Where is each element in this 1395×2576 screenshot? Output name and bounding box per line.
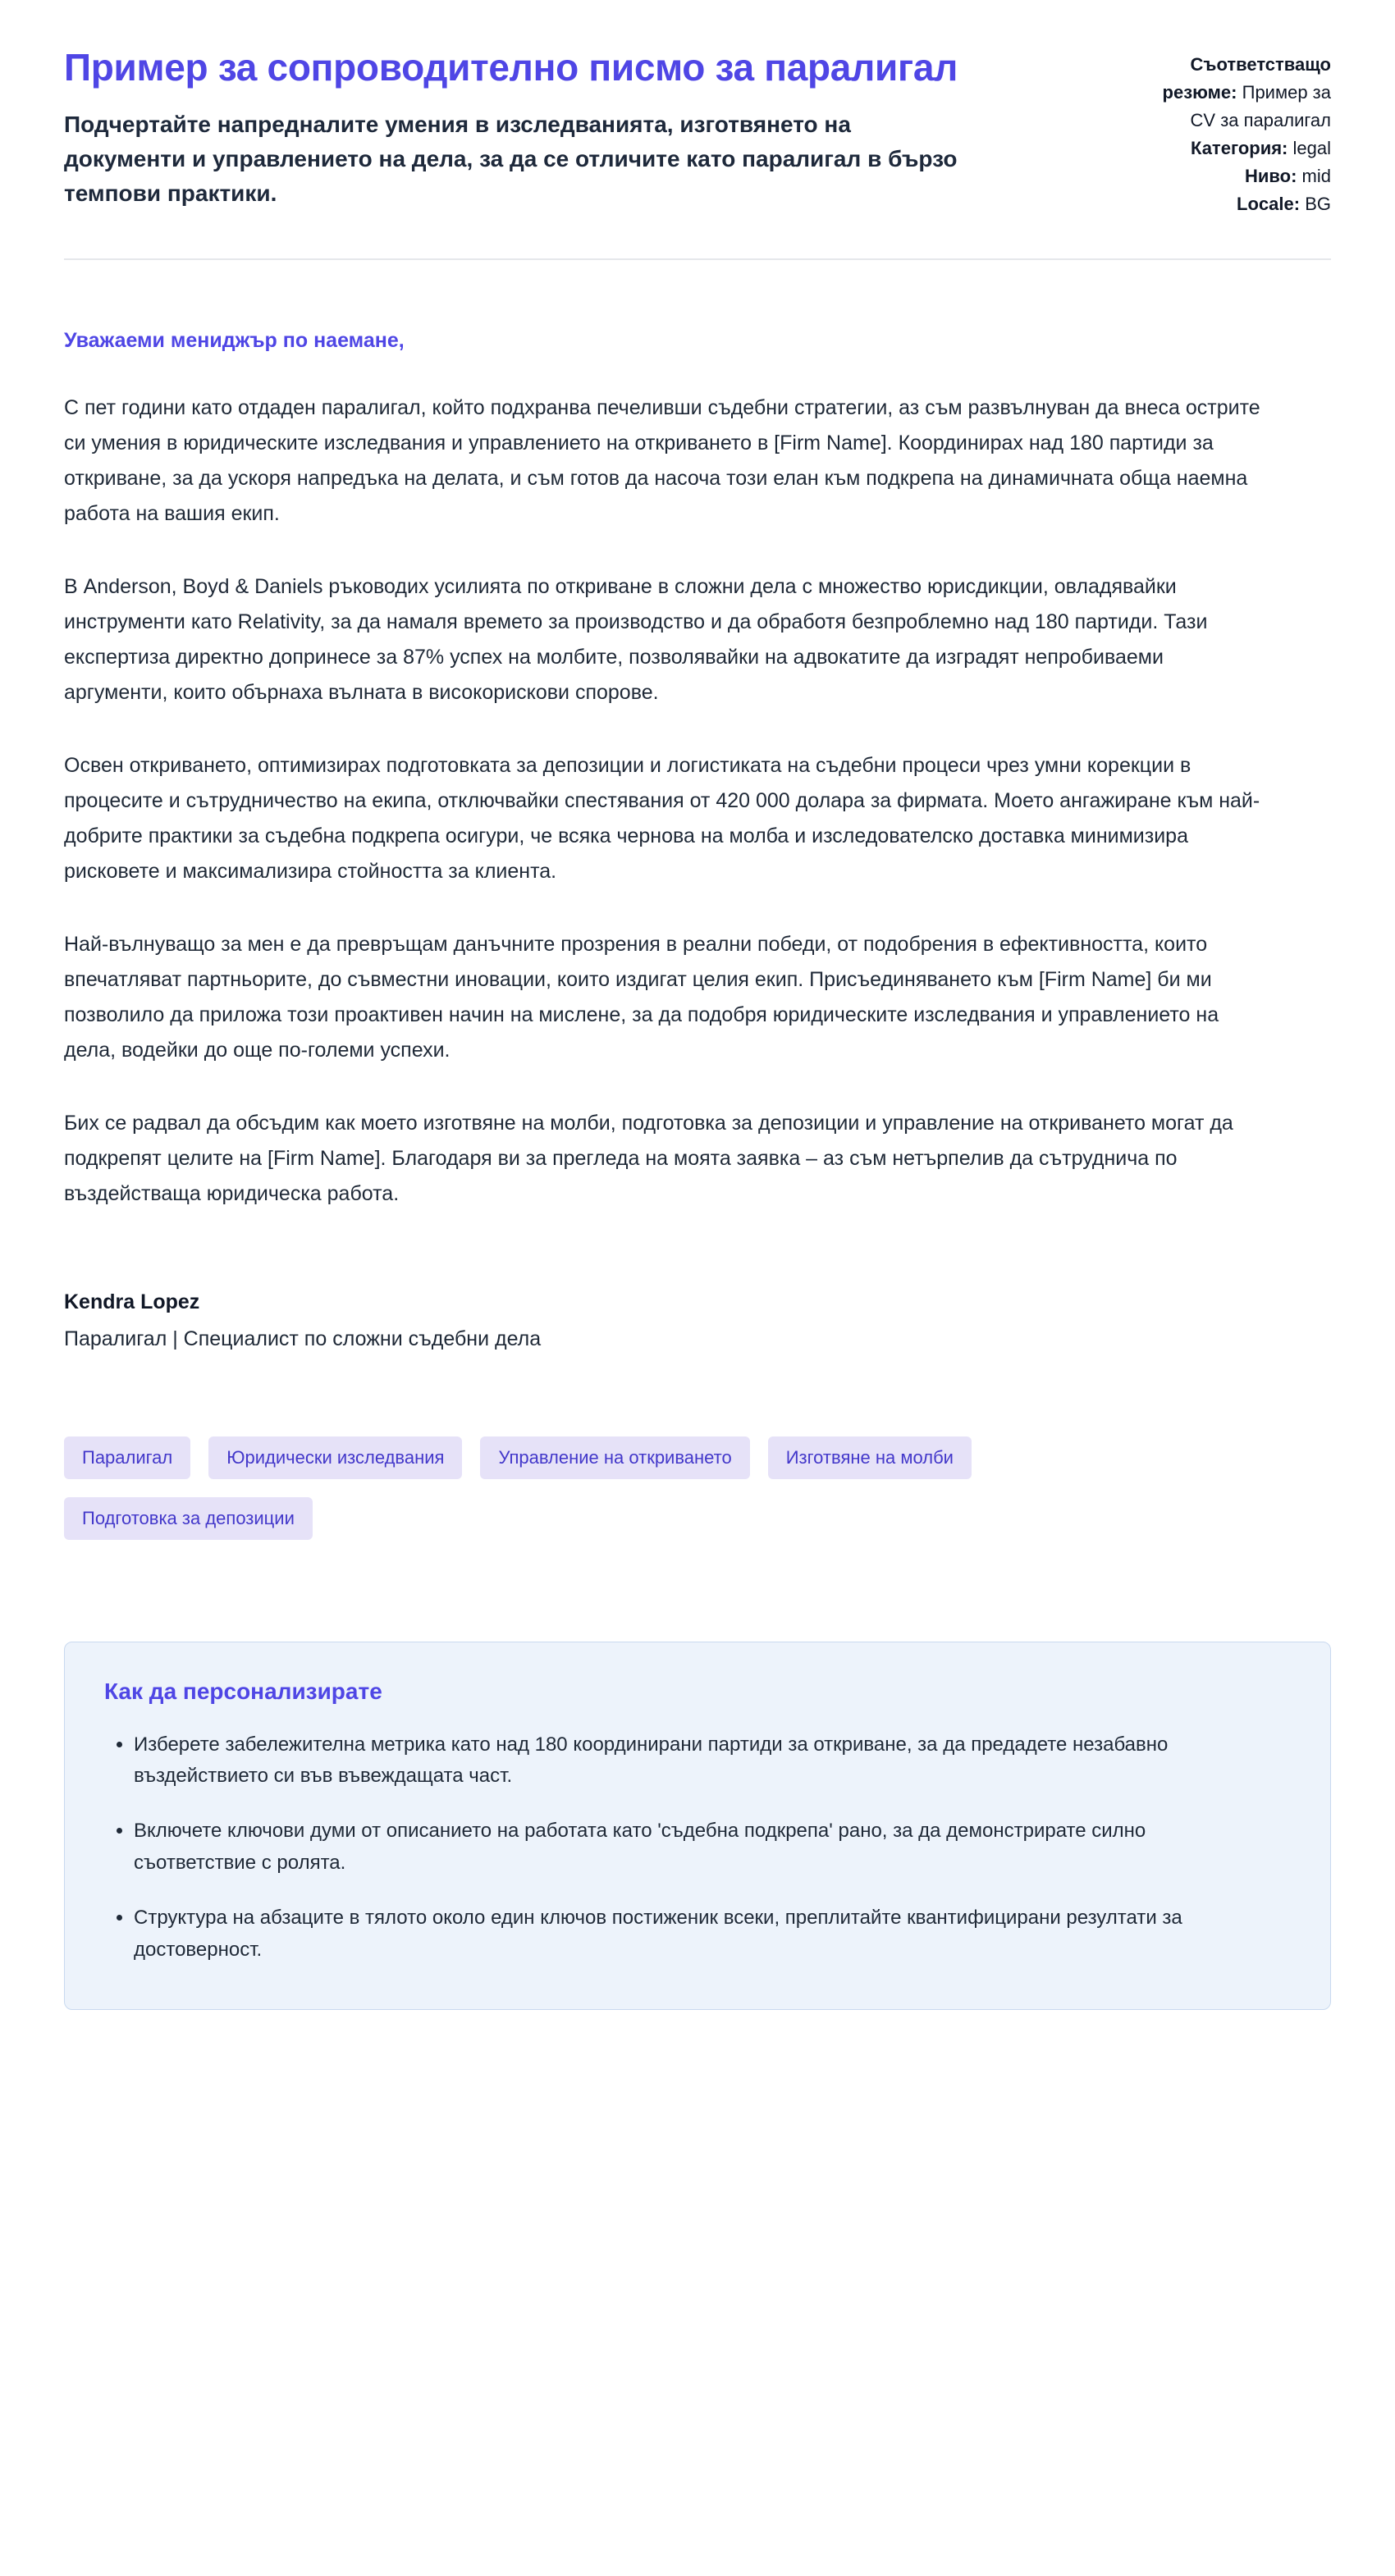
signature-name: Kendra Lopez	[64, 1290, 200, 1313]
tag-chip: Подготовка за депозиции	[64, 1497, 313, 1540]
tag-chip: Изготвяне на молби	[768, 1436, 972, 1479]
tag-chip: Паралигал	[64, 1436, 190, 1479]
signature-block	[64, 1290, 1331, 1351]
tips-list	[104, 1729, 1291, 1966]
tips-title: Как да персонализирате	[104, 1678, 382, 1704]
letter-greeting: Уважаеми мениджър по наемане,	[64, 328, 405, 352]
letter-paragraph: В Anderson, Boyd & Daniels ръководих усилията по откриване в сложни дела с множество юрисдикции, овладявайки инструменти като Relativity, за да намаля времето за производство и да обработя безпроблемно над 180 партиди. Тази експертиза директно допринесе за 87% успех на молбите, позволявайки на адвокатите да изградят непробиваеми аргументи, които обърнаха вълната в високорискови спорове.	[64, 574, 1208, 704]
header-left	[64, 43, 975, 211]
tip-item: • Структура на абзаците в тялото около един ключов постиженик всеки, преплитайте квантифицирани резултати за достоверност.	[134, 1902, 1250, 1966]
letter-paragraph: Освен откриването, оптимизирах подготовката за депозиции и логистиката на съдебни процеси чрез умни корекции в процесите и сътрудничество на екипа, отключвайки спестявания от 420 000 долара за фирмата. Моето ангажиране към най-добрите практики за съдебна подкрепа осигури, че всяка чернова на молба и изследователско доставка минимизира рисковете и максимализира стойността за клиента.	[64, 753, 1260, 883]
meta-level-label: Ниво:	[1245, 166, 1297, 187]
meta-locale-value: BG	[1305, 194, 1331, 215]
letter-paragraph: С пет години като отдаден паралигал, който подхранва печеливши съдебни стратегии, аз съм развълнуван да внеса острите си умения в юридическите изследвания и управлението на откриването в [Firm Name]. Координирах над 180 партиди за откриване, за да ускоря напредъка на делата, и съм готов да насоча този елан към подкрепа на динамичната обща наемна работа на вашия екип.	[64, 395, 1260, 525]
tip-item: • Изберете забележителна метрика като над 180 координирани партиди за откриване, за да предадете незабавно въздействието си във въвеждащата част.	[134, 1729, 1250, 1793]
tag-chip-list	[64, 1436, 1131, 1540]
page-subtitle: Подчертайте напредналите умения в изследванията, изготвянето на документи и управлението на дела, за да се отличите като паралигал в бързо темпови практики.	[64, 111, 958, 206]
meta-panel	[1134, 43, 1331, 219]
header	[64, 43, 1331, 219]
tag-chip: Управление на откриването	[480, 1436, 749, 1479]
letter-paragraph: Бих се радвал да обсъдим как моето изготвяне на молби, подготовка за депозиции и управление на откриването могат да подкрепят целите на [Firm Name]. Благодаря ви за прегледа на моята заявка – аз съм нетърпелив да сътруднича по въздействаща юридическа работа.	[64, 1111, 1233, 1205]
meta-category-value: legal	[1292, 138, 1331, 159]
tip-item: • Включете ключови думи от описанието на работата като 'съдебна подкрепа' рано, за да демонстрирате силно съответствие с ролята.	[134, 1816, 1250, 1879]
meta-category-label: Категория:	[1191, 138, 1288, 159]
personalization-tips-box	[64, 1642, 1331, 2010]
meta-resume-value: Пример за CV за паралигал	[1190, 82, 1331, 131]
signature-title: Паралигал | Специалист по сложни съдебни дела	[64, 1327, 542, 1350]
meta-resume-label: Съответстващо резюме:	[1162, 54, 1331, 103]
page-title: Пример за сопроводително писмо за паралигал	[64, 46, 958, 89]
meta-level-value: mid	[1301, 166, 1331, 187]
meta-locale-label: Locale:	[1237, 194, 1301, 215]
letter-paragraph: Най-вълнуващо за мен е да превръщам данъчните прозрения в реални победи, от подобрения в ефективността, които впечатляват партньорите, до съвместни иновации, които издигат целия екип. Присъединяването към [Firm Name] би ми позволило да приложа този проактивен начин на мислене, за да подобря юридическите изследвания и управлението на дела, водейки до още по-големи успехи.	[64, 932, 1219, 1062]
tag-chip: Юридически изследвания	[208, 1436, 462, 1479]
letter-body	[64, 329, 1331, 1351]
header-divider	[64, 258, 1331, 260]
